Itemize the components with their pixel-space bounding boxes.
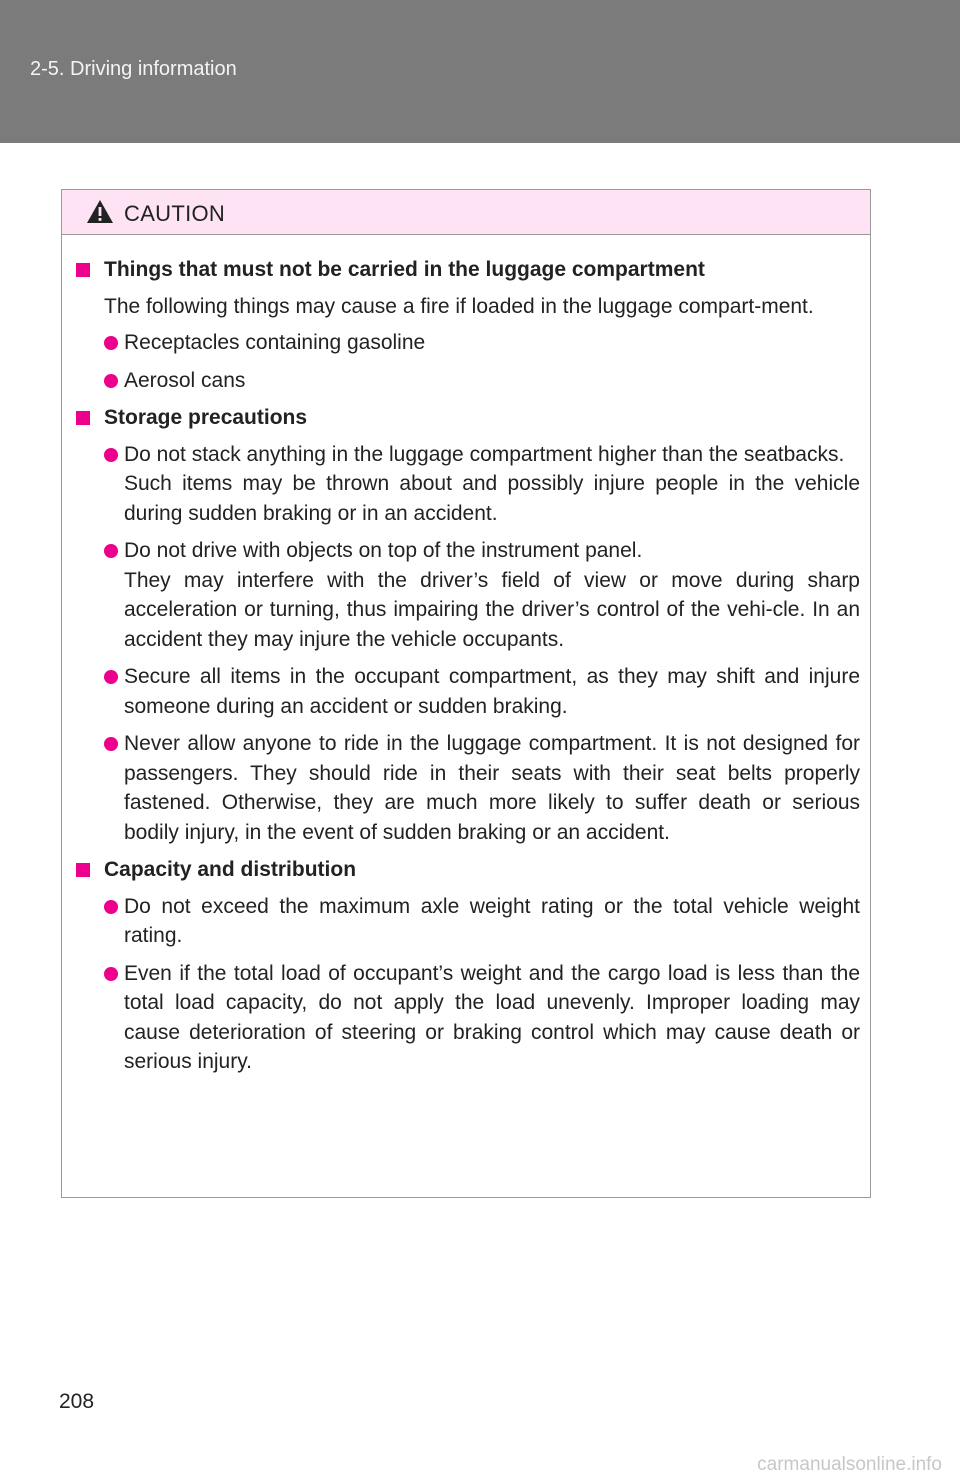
section-title: 2-5. Driving information bbox=[30, 58, 237, 80]
circle-bullet-icon bbox=[104, 967, 118, 981]
list-item: Even if the total load of occupant’s weight and the cargo load is less than the total load capacity, do not apply the load unevenly. Improper loading may cause deterioration of steering or braking control which may cause death or serious injury. bbox=[76, 959, 860, 1077]
list-item: Aerosol cans bbox=[76, 366, 860, 396]
list-item: Do not stack anything in the luggage compartment higher than the seatbacks. Such items may be thrown about and possibly injure people in the vehicle during sudden braking or in an accident. bbox=[76, 440, 860, 529]
list-item: Do not drive with objects on top of the instrument panel. They may interfere with the driver’s field of view or move during sharp acceleration or turning, thus impairing the driver’s control of the vehi-cle. In an accident they may injure the vehicle occupants. bbox=[76, 536, 860, 654]
circle-bullet-icon bbox=[104, 670, 118, 684]
caution-box bbox=[61, 189, 871, 1198]
square-bullet-icon bbox=[76, 863, 90, 877]
page-header bbox=[0, 0, 960, 143]
warning-triangle-icon bbox=[86, 199, 114, 224]
circle-bullet-icon bbox=[104, 374, 118, 388]
watermark: carmanualsonline.info bbox=[757, 1454, 942, 1475]
list-item: Secure all items in the occupant compartment, as they may shift and injure someone during an accident or sudden braking. bbox=[76, 662, 860, 721]
list-item: Do not exceed the maximum axle weight rating or the total vehicle weight rating. bbox=[76, 892, 860, 951]
section-heading: Capacity and distribution bbox=[76, 855, 860, 885]
list-item: Receptacles containing gasoline bbox=[76, 328, 860, 358]
caution-header bbox=[62, 190, 870, 235]
square-bullet-icon bbox=[76, 411, 90, 425]
circle-bullet-icon bbox=[104, 900, 118, 914]
page-number: 208 bbox=[59, 1390, 95, 1413]
circle-bullet-icon bbox=[104, 737, 118, 751]
circle-bullet-icon bbox=[104, 544, 118, 558]
square-bullet-icon bbox=[76, 263, 90, 277]
section-intro: The following things may cause a fire if loaded in the luggage compart-ment. bbox=[104, 294, 814, 318]
list-item: Never allow anyone to ride in the luggage compartment. It is not designed for passengers. They should ride in their seats with their seat belts properly fastened. Otherwise, they are much more likely to suffer death or serious bodily injury, in the event of sudden braking or an accident. bbox=[76, 729, 860, 847]
section-heading: Storage precautions bbox=[76, 403, 860, 433]
circle-bullet-icon bbox=[104, 448, 118, 462]
caution-content bbox=[62, 235, 870, 1077]
caution-label: CAUTION bbox=[124, 201, 226, 226]
section-heading: Things that must not be carried in the luggage compartment bbox=[76, 255, 860, 285]
circle-bullet-icon bbox=[104, 336, 118, 350]
